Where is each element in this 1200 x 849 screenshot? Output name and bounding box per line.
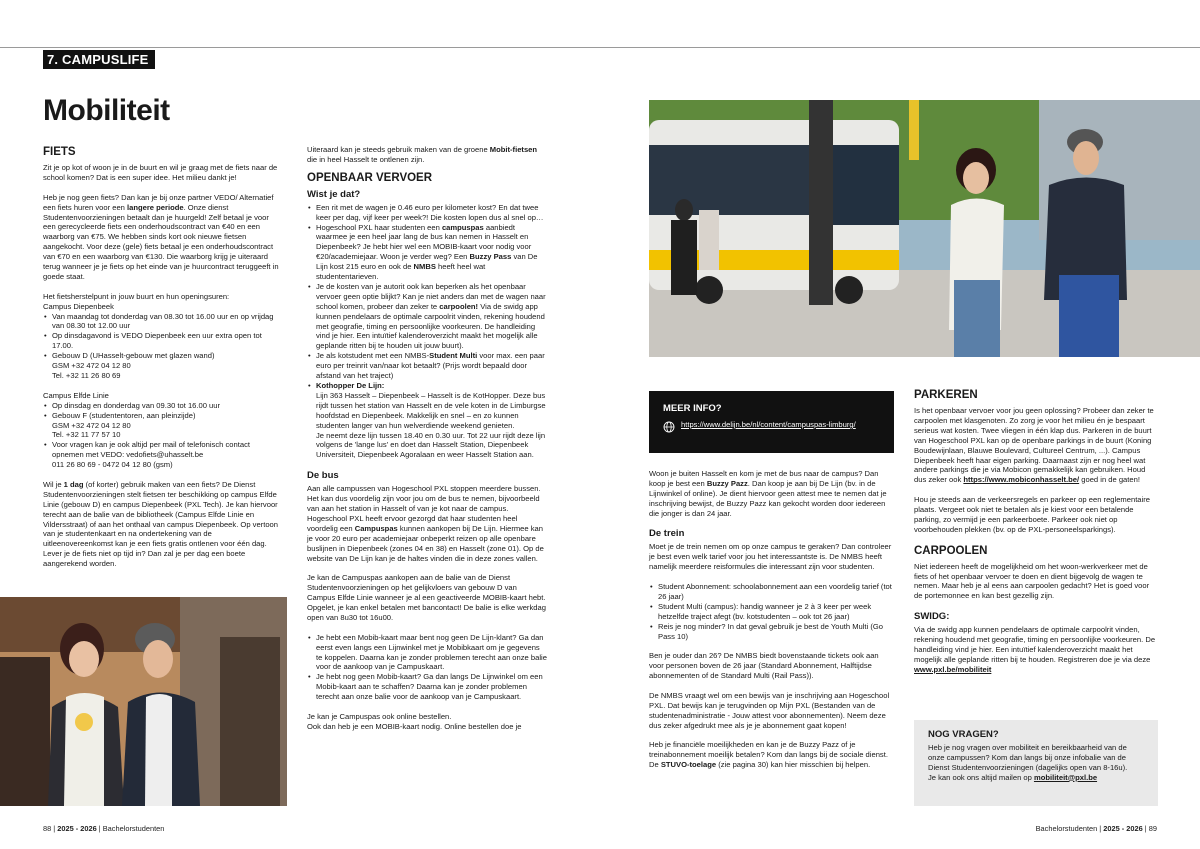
meer-info-box [649,391,894,453]
heading-swidg: SWIDG: [914,611,950,623]
heading-wist-je-dat: Wist je dat? [307,188,361,200]
parkeren-p2: Hou je steeds aan de verkeersregels en parkeer op een reglementaire plaats. Vergeet ook niet te betalen als je kiest voor een betalende parking, zo vermijd je een parkeerboete. Parkeer ook niet op voorbehouden plekken (bv. op de PXL-personeelsparkings). [914,495,1150,534]
nog-vragen-p1: Heb je nog vragen over mobiliteit en bereikbaarheid van de onze campussen? Kom dan langs bij onze infobalie van de Dienst Studentenvoorzieningen (dagelijks open van 8-16u). [928,742,1128,772]
elfde-list [43,401,283,470]
list-item: • Student Abonnement: schoolabonnement aan een voordelig tarief (tot 26 jaar) [649,582,895,602]
diepenbeek-list [43,312,283,381]
list-item: • Je hebt een Mobib-kaart maar bent nog geen De Lijn-klant? Ga dan eerst even langs een Lijnwinkel met je Mobibkaart om je gegevens te koppelen. Daarna kan je zonder problemen terecht aan onze balie voor de aankoop van je Campuskaart. [307,633,547,673]
column-openbaar-vervoer [307,145,547,732]
fiets-1dag: Wil je 1 dag (of korter) gebruik maken van een fiets? De Dienst Studentenvoorzieningen stelt fietsen ter beschikking op campus Elfde Linie (gebouw D) en campus Diepenbeek (PXL Tech). Je kan hiervoor terecht aan de balie van de bibliotheek (Campus Elfde Linie en Vildersstraat) of aan het onthaal van campus Diepenbeek. Op vertoon van je studentenkaart en na ondertekening van de uitleenovereenkomst kan je een fiets gratis ontlenen voor één dag. Lever je de fiets niet op tijd in? Dan zal je per dag een boete aangerekend worden. [43,479,278,569]
campus-elfde-linie: Campus Elfde Linie [43,390,109,400]
list-item: • Op dinsdagavond is VEDO Diepenbeek een uur extra open tot 17.00. [43,331,283,351]
footer-year-left: 2025 - 2026 [57,824,97,833]
mobiliteit-mail-link[interactable]: mobiliteit@pxl.be [1033,772,1098,782]
heading-fiets: FIETS [43,146,76,158]
page-number-right: 89 [1148,824,1157,833]
parkeren-p1: Is het openbaar vervoer voor jou geen oplossing? Probeer dan zeker te carpoolen met klasgenoten. Zo zorg je voor het milieu én je bespaart serieus wat kosten. Twee vliegen in één klap dus. Parkeren in de buurt van Hogeschool PXL kan op de openbare parkings in de buurt (Koning Boudewijnlaan, Blauwe Boulevard, Cultureel Centrum, ...). Campus Diepenbeek heeft haar eigen parking. Daarnaast zijn er nog heel wat andere parkings die je via Mobicon gemakkelijk kan gebruiken. Houd dus zeker ook https://www.mobiconhasselt.be/ goed in de gaten! [914,406,1154,485]
list-item: • Een rit met de wagen je 0.46 euro per kilometer kost? En dat twee keer per dag, vijf keer per week?! Die kosten lopen dus al snel op… [307,203,547,223]
fiets-intro: Zit je op kot of woon je in de buurt en wil je graag met de fiets naar de school komen? Dat is een super idee. Het milieu dankt je! [43,163,278,182]
list-item: • Reis je nog minder? In dat geval gebruik je best de Youth Multi (Go Pass 10) [649,622,895,642]
list-item: • Gebouw D (UHasselt-gebouw met glazen wand) GSM +32 472 04 12 80 Tel. +32 11 26 80 69 [43,351,283,381]
meer-info-heading: MEER INFO? [663,403,722,414]
footer-label-right: Bachelorstudenten [1035,824,1098,833]
meer-info-row [663,420,880,433]
carpoolen-p: Niet iedereen heeft de mogelijkheid om het woon-werkverkeer met de fiets of het openbaar vervoer te doen en dient bijgevolg de wagen te nemen. Maar heb je al eens aan carpoolen gedacht? Het is goed voor de portemonnee en kan best gezellig zijn. [914,561,1150,601]
pxl-mobiliteit-link[interactable]: www.pxl.be/mobiliteit [914,664,992,674]
bus-p1: Aan alle campussen van Hogeschool PXL stoppen meerdere bussen. Het kan dus voordelig zijn voor jou om de bus te nemen, bijvoorbeeld van aan het station in Hasselt of van je kot naar de campus. Hogeschool PXL heeft ervoor gezorgd dat haar studenten heel voordelig een Campuspas kunnen aankopen bij De Lijn. Hiermee kan je voor 20 euro per academiejaar onbeperkt reizen op alle openbare buslijnen in Diepenbeek (zones 04 en 38) en Hasselt (zone 01). Op de website van De Lijn kan je de haltes vinden die in deze zones vallen. [307,484,544,563]
top-rule [0,47,1200,48]
footer-left: 88 | 2025 - 2026 | Bachelorstudenten [43,824,165,833]
trein-p1: Moet je de trein nemen om op onze campus te geraken? Dan controleer je best even welk tarief voor jou het interessantste is. De NMBS heeft namelijk meerdere reisformules die interessant zijn voor studenten. [649,542,892,572]
trein-p4: Heb je financiële moeilijkheden en kan je de Buzzy Pazz of je treinabonnement moeilijk betalen? Kom dan langs bij de sociale dienst. De STUVO-toelage (zie pagina 30) kan hier misschien bij helpen. [649,740,888,770]
heading-de-trein: De trein [649,528,685,540]
list-item: • Je de kosten van je autorit ook kan beperken als het openbaar vervoer geen optie blijkt? Kan je niet anders dan met de wagen naar school komen, probeer dan zeker te carpoolen! Via de swidg app kunnen pendelaars de optimale carpoolrit vinden, rekening houdend met geografie, timing en persoonlijke voorkeuren. De handleiding vind je hier. Een intuïtief kalenderoverzicht maakt het mogelijk alle geplande ritten bij te houden uit jouw buurt). [307,282,547,351]
mobicon-link[interactable]: https://www.mobiconhasselt.be/ [963,475,1080,485]
bus-p3b: Ook dan heb je een MOBIB-kaart nodig. Online bestellen doe je [307,721,522,731]
globe-icon [663,421,675,433]
list-item: • Student Multi (campus): handig wanneer je 2 à 3 keer per week hetzelfde traject afegt (bv. kotstudenten – ook tot 26 jaar) [649,602,895,622]
list-item: • Kothopper De Lijn: Lijn 363 Hasselt – Diepenbeek – Hasselt is de KotHopper. Deze bus rijdt tussen het station van Hasselt en de vele koten in de Limburgse hoofdstad en Diepenbeek. Makkelijk en snel – en zo kunnen studenten langer van hun welverdiende weekend genieten. Je neemt deze lijn tussen 18.40 en 0.30 uur. Tot 22 uur rijdt deze lijn volgens de 'lange lus' en doet dan Hasselt Station, Diepenbeek Universiteit, Diepenbeek Agoralaan en weer Hasselt Station aan. [307,381,547,460]
footer-right: Bachelorstudenten | 2025 - 2026 | 89 [1035,824,1157,833]
bus-list [307,633,547,702]
mobit-intro: Uiteraard kan je steeds gebruik maken van de groene Mobit-fietsen die in heel Hasselt te ontlenen zijn. [307,145,538,164]
heading-de-bus: De bus [307,470,339,482]
photo-bus-students [649,100,1200,357]
swidg-p: Via de swidg app kunnen pendelaars de optimale carpoolrit vinden, rekening houdend met geografie, timing en persoonlijke voorkeuren. De handleiding vind je hier. Een intuïtief kalenderoverzicht maakt het mogelijk alle geplande ritten bij te houden. Registreren doe je via deze www.pxl.be/mobiliteit [914,625,1156,674]
bus-p2: Je kan de Campuspas aankopen aan de balie van de Dienst Studentenvoorzieningen op het gelijkvloers van gebouw D van Campus Elfde Linie wanneer je al een geactiveerde MOBIB-kaart hebt. Opgelet, je kan enkel betalen met bancontact! De balie is elke werkdag open van 8u30 tot 16u00. [307,573,546,622]
trein-list [649,582,895,641]
fiets-herstel-intro: Het fietsherstelpunt in jouw buurt en hun openingsuren: [43,291,230,301]
footer-year-right: 2025 - 2026 [1103,824,1143,833]
fiets-huur: Heb je nog geen fiets? Dan kan je bij onze partner VEDO/ Alternatief een fiets huren voor een langere periode. Onze dienst Studentenvoorzieningen betaalt dan je huurgeld! Zelf betaal je voor een gerecycleerde fiets een onderhoudscontract van €40 en een waarborg van €75. We hebben sinds kort ook nieuwe fietsen aangekocht. Voor deze (gele) fiets betaal je een onderhoudscontract van €70 en een waarborg van €130. Die waarborg krijg je uiteraard terug wanneer je je fiets op het einde van je huurcontract teruggeeft in goede staat. [43,192,279,281]
page-number-left: 88 [43,824,52,833]
trein-p3: De NMBS vraagt wel om een bewijs van je inschrijving aan Hogeschool PXL. Dat bewijs kan je terugvinden op Mijn PXL (Bestanden van de studentenadministratie - Jouw attest voor abonnementen). Neem deze dus zeker afgedrukt mee als je je abonnement gaat kopen! [649,690,890,730]
section-badge: 7. CAMPUSLIFE [43,50,155,69]
list-item: • Hogeschool PXL haar studenten een campuspas aanbiedt waarmee je een heel jaar lang de bus kan nemen in Hasselt en Diepenbeek? Je hebt hier wel een MOBIB-kaart voor nodig voor €20/academiejaar. Woon je verder weg? Een Buzzy Pass van De Lijn kost 215 euro en ook de NMBS heeft heel wat studententarieven. [307,223,547,282]
list-item: • Je hebt nog geen Mobib-kaart? Ga dan langs De Lijnwinkel om een Mobib-kaart aan te schaffen? Daarna kan je zonder problemen terecht aan onze balie voor de aankoop van je Campuskaart. [307,672,547,702]
column-parkeren [914,389,1158,685]
trein-p2: Ben je ouder dan 26? De NMBS biedt bovenstaande tickets ook aan voor personen boven de 26 jaar (Standard Abonnement, Halftijdse abonnementen of de Standard Multi (Rail Pass)). [649,651,879,681]
photo-students-left [0,597,287,806]
list-item: • Op dinsdag en donderdag van 09.30 tot 16.00 uur [43,401,283,411]
nog-vragen-box [914,720,1158,806]
nog-vragen-heading: NOG VRAGEN? [928,729,999,740]
wist-list [307,203,547,461]
list-item: • Voor vragen kan je ook altijd per mail of telefonisch contact opnemen met VEDO: vedofiets@uhasselt.be 011 26 80 69 - 0472 04 12 80 (gsm) [43,440,283,470]
heading-carpoolen: CARPOOLEN [914,544,988,557]
list-item: • Van maandag tot donderdag van 08.30 tot 16.00 uur en op vrijdag van 08.30 tot 12.00 uur [43,312,283,332]
students-photo-icon [0,597,287,806]
bus-photo-icon [649,100,1200,357]
column-fiets [43,146,283,579]
list-item: • Je als kotstudent met een NMBS-Student Multi voor max. een paar euro per treinrit van/naar kot betaalt? (Prijs wordt bepaald door afstand van het traject) [307,351,547,381]
column-trein [649,469,895,780]
nog-vragen-p2: Je kan ook ons altijd mailen op mobiliteit@pxl.be [928,772,1098,782]
campuspas-link[interactable]: https://www.delijn.be/nl/content/campuspas-limburg/ [681,420,856,429]
buzzy-pazz-p: Woon je buiten Hasselt en kom je met de bus naar de campus? Dan koop je best een Buzzy Pazz. Dan koop je aan bij De Lijn (bv. in de Lijnwinkel of online). Je dient hiervoor geen attest mee te nemen dat je inschrijving bewijst, de Buzzy Pazz kan gekocht worden door iedereen die jonger is dan 24 jaar. [649,469,887,518]
footer-label-left: Bachelorstudenten [102,824,165,833]
bus-p3a: Je kan je Campuspas ook online bestellen. [307,711,452,721]
list-item: • Gebouw F (studententoren, aan pleinzijde) GSM +32 472 04 12 80 Tel. +32 11 77 57 10 [43,411,283,441]
heading-openbaar-vervoer: OPENBAAR VERVOER [307,171,433,184]
campus-diepenbeek: Campus Diepenbeek [43,301,114,311]
page-title: Mobiliteit [43,94,170,127]
heading-parkeren: PARKEREN [914,389,978,401]
